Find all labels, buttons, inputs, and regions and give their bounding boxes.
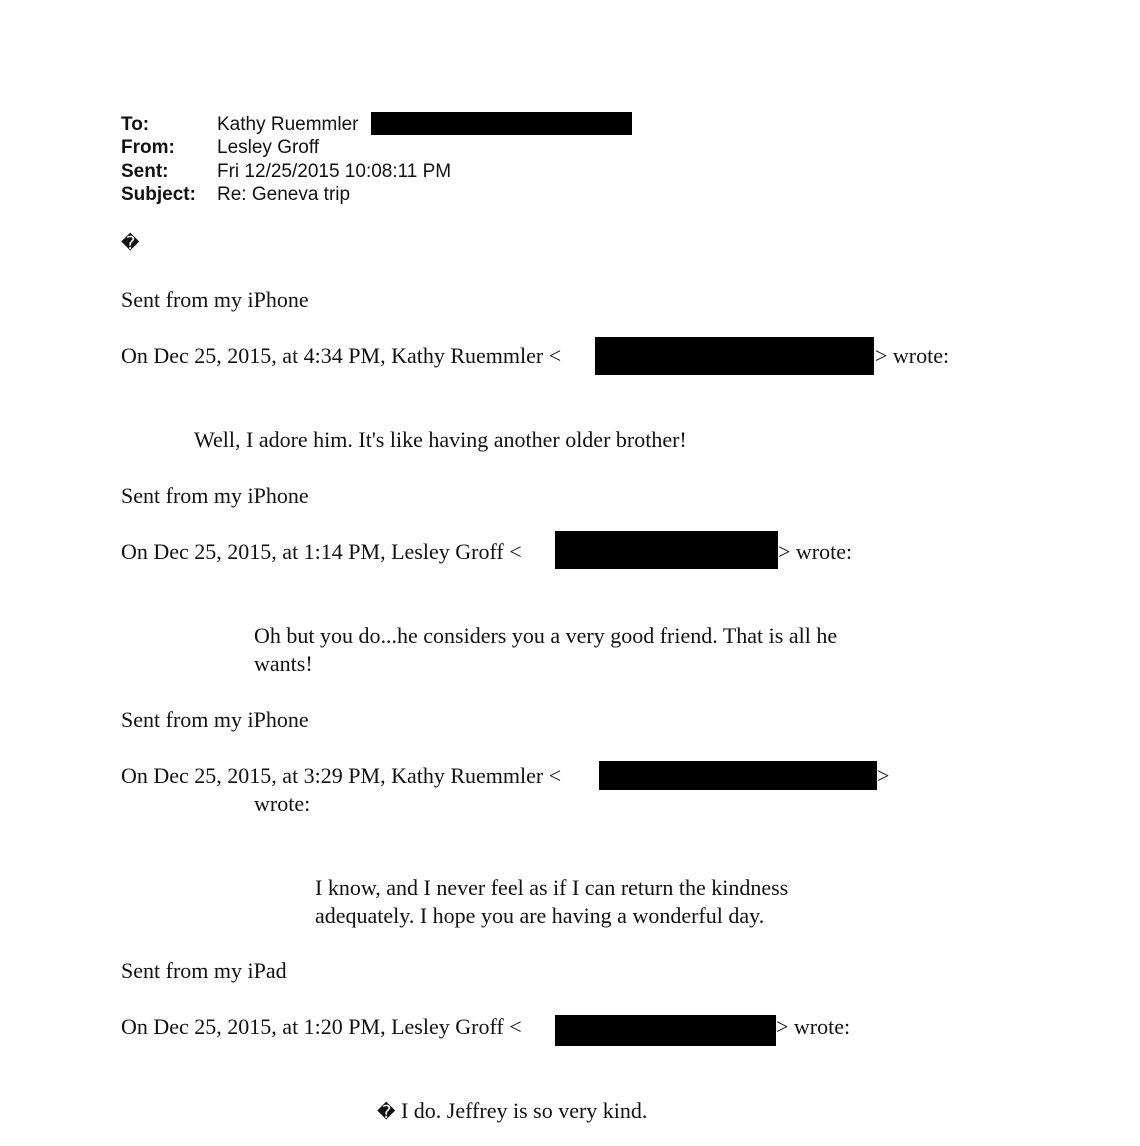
- attribution-line: On Dec 25, 2015, at 1:14 PM, Lesley Groff <: [121, 539, 522, 564]
- attribution-line: On Dec 25, 2015, at 3:29 PM, Kathy Ruemmler <: [121, 763, 562, 788]
- from-value: Lesley Groff: [217, 137, 320, 158]
- quoted-text-line-2: adequately. I hope you are having a wonderful day.: [315, 903, 765, 928]
- sent-value: Fri 12/25/2015 10:08:11 PM: [217, 161, 452, 182]
- redaction-bar: [599, 761, 877, 790]
- signature-line: Sent from my iPhone: [121, 707, 309, 732]
- quoted-text-line-1: I know, and I never feel as if I can return the kindness: [315, 875, 789, 900]
- quoted-text-line-1: Oh but you do...he considers you a very good friend. That is all he: [254, 623, 838, 648]
- attribution-line: On Dec 25, 2015, at 1:20 PM, Lesley Groff <: [121, 1014, 522, 1039]
- attribution-end: > wrote:: [778, 539, 853, 564]
- signature-line: Sent from my iPhone: [121, 483, 309, 508]
- quoted-text-body: I do. Jeffrey is so very kind.: [395, 1098, 648, 1123]
- redaction-bar: [371, 112, 632, 135]
- redaction-bar: [595, 337, 874, 375]
- attribution-end: > wrote:: [875, 343, 950, 368]
- from-label: From:: [121, 137, 175, 158]
- signature-line: Sent from my iPhone: [121, 287, 309, 312]
- quoted-text-line-2: wants!: [254, 651, 313, 676]
- redaction-bar: [555, 531, 778, 569]
- replacement-char-icon: �: [121, 233, 140, 254]
- signature-line: Sent from my iPad: [121, 958, 287, 983]
- to-label: To:: [121, 114, 150, 135]
- attribution-end: > wrote:: [776, 1014, 851, 1039]
- quoted-text: Well, I adore him. It's like having another older brother!: [194, 427, 687, 452]
- subject-label: Subject:: [121, 184, 196, 205]
- redaction-bar: [555, 1015, 776, 1046]
- attribution-wrap: wrote:: [254, 791, 311, 816]
- attribution-end: >: [877, 763, 890, 788]
- sent-label: Sent:: [121, 161, 169, 182]
- quoted-text: [377, 1097, 647, 1127]
- attribution-line: On Dec 25, 2015, at 4:34 PM, Kathy Ruemmler <: [121, 343, 562, 368]
- replacement-char-icon: �: [377, 1102, 396, 1123]
- to-value: Kathy Ruemmler: [217, 114, 359, 135]
- subject-value: Re: Geneva trip: [217, 184, 351, 205]
